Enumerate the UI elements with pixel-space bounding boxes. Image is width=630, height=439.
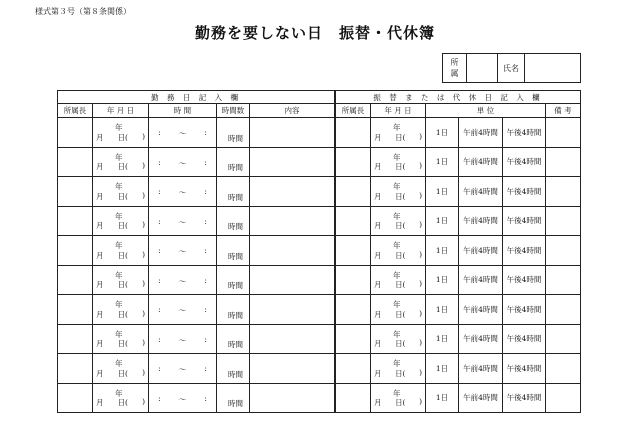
month-label: 月 <box>96 368 104 378</box>
table-row <box>58 147 335 177</box>
supervisor-stamp-cell[interactable] <box>336 324 371 354</box>
date-cell[interactable] <box>93 147 149 177</box>
tilde-label: 〜 <box>178 247 187 256</box>
day-label: 日( <box>117 368 128 378</box>
supervisor-stamp-cell[interactable] <box>336 383 371 413</box>
substitute-section-title: 振 替 ま た は 代 休 日 記 入 欄 <box>336 91 581 104</box>
day-label: 日( <box>395 280 406 289</box>
month-label: 月 <box>96 132 104 142</box>
paren-label: ) <box>142 279 145 288</box>
date-cell[interactable] <box>371 265 426 295</box>
hours-label: 時間 <box>228 222 243 231</box>
time-cell[interactable] <box>149 265 217 295</box>
unit-am-option[interactable]: 午前4時間 <box>459 295 503 325</box>
paren-label: ) <box>142 338 145 347</box>
year-label: 年 <box>393 359 401 368</box>
table-row <box>58 295 335 325</box>
hours-cell[interactable] <box>217 383 250 413</box>
day-label: 日( <box>395 221 406 230</box>
month-label: 月 <box>374 309 382 319</box>
content-cell[interactable] <box>250 177 335 207</box>
month-label: 月 <box>374 221 382 230</box>
day-label: 日( <box>117 162 128 171</box>
table-row <box>58 324 335 354</box>
month-label: 月 <box>96 191 104 201</box>
date-cell[interactable] <box>371 324 426 354</box>
supervisor-stamp-cell[interactable] <box>58 206 93 236</box>
month-label: 月 <box>96 280 104 289</box>
date-cell[interactable] <box>371 177 426 207</box>
supervisor-stamp-cell[interactable] <box>58 324 93 354</box>
remarks-cell[interactable] <box>546 383 581 413</box>
colon-label: : <box>204 246 207 255</box>
hours-label: 時間 <box>228 251 243 261</box>
table-row <box>58 177 335 207</box>
hours-label: 時間 <box>228 399 243 408</box>
supervisor-stamp-cell[interactable] <box>58 236 93 266</box>
colon-label: : <box>204 305 207 314</box>
month-label: 月 <box>374 191 382 201</box>
month-label: 月 <box>96 162 104 171</box>
paren-label: ) <box>419 308 422 318</box>
unit-am-option[interactable]: 午前4時間 <box>459 265 503 295</box>
hours-label: 時間 <box>228 310 243 320</box>
supervisor-stamp-cell[interactable] <box>336 265 371 295</box>
year-label: 年 <box>393 388 401 398</box>
supervisor-stamp-cell[interactable] <box>58 265 93 295</box>
table-row <box>336 147 581 177</box>
day-label: 日( <box>117 191 128 201</box>
date-cell[interactable] <box>93 177 149 207</box>
header-supervisor: 所属長 <box>58 104 93 118</box>
work-day-table <box>57 90 335 413</box>
unit-day-option[interactable]: 1日 <box>426 265 459 295</box>
unit-am-option[interactable]: 午前4時間 <box>459 147 503 177</box>
header-supervisor: 所属長 <box>336 104 371 118</box>
day-label: 日( <box>117 309 128 319</box>
supervisor-stamp-cell[interactable] <box>336 118 371 148</box>
form-number: 様式第３号（第８条関係） <box>35 7 131 16</box>
unit-am-option[interactable]: 午前4時間 <box>459 118 503 148</box>
colon-label: : <box>204 393 207 403</box>
year-label: 年 <box>115 123 123 132</box>
unit-day-option[interactable]: 1日 <box>426 118 459 148</box>
content-cell[interactable] <box>250 147 335 177</box>
paren-label: ) <box>142 161 145 170</box>
day-label: 日( <box>117 398 128 407</box>
unit-pm-option[interactable]: 午後4時間 <box>503 324 546 354</box>
day-label: 日( <box>117 339 128 348</box>
month-label: 月 <box>96 250 104 260</box>
remarks-cell[interactable] <box>546 295 581 325</box>
header-unit: 単 位 <box>426 104 546 118</box>
date-cell[interactable] <box>371 354 426 384</box>
month-label: 月 <box>374 368 382 378</box>
hours-cell[interactable] <box>217 147 250 177</box>
tilde-label: 〜 <box>178 306 187 315</box>
year-label: 年 <box>115 270 123 280</box>
hours-cell[interactable] <box>217 295 250 325</box>
date-cell[interactable] <box>93 324 149 354</box>
supervisor-stamp-cell[interactable] <box>58 383 93 413</box>
date-cell[interactable] <box>93 295 149 325</box>
colon-label: : <box>204 187 207 196</box>
month-label: 月 <box>96 309 104 319</box>
date-cell[interactable] <box>371 383 426 413</box>
unit-day-option[interactable]: 1日 <box>426 383 459 413</box>
year-label: 年 <box>393 241 401 250</box>
table-row <box>336 383 581 413</box>
affiliation-box <box>442 53 581 83</box>
supervisor-stamp-cell[interactable] <box>336 177 371 207</box>
time-cell[interactable] <box>149 147 217 177</box>
supervisor-stamp-cell[interactable] <box>58 118 93 148</box>
date-cell[interactable] <box>93 118 149 148</box>
table-row <box>58 206 335 236</box>
date-cell[interactable] <box>93 383 149 413</box>
tilde-label: 〜 <box>178 335 187 345</box>
month-label: 月 <box>374 132 382 142</box>
paren-label: ) <box>419 338 422 347</box>
unit-day-option[interactable]: 1日 <box>426 236 459 266</box>
remarks-cell[interactable] <box>546 118 581 148</box>
year-label: 年 <box>115 359 123 368</box>
supervisor-stamp-cell[interactable] <box>336 206 371 236</box>
tilde-label: 〜 <box>178 276 187 286</box>
unit-am-option[interactable]: 午前4時間 <box>459 383 503 413</box>
unit-am-option[interactable]: 午前4時間 <box>459 177 503 207</box>
supervisor-stamp-cell[interactable] <box>58 295 93 325</box>
date-cell[interactable] <box>93 236 149 266</box>
unit-day-option[interactable]: 1日 <box>426 295 459 325</box>
hours-label: 時間 <box>228 163 243 172</box>
unit-pm-option[interactable]: 午後4時間 <box>503 177 546 207</box>
colon-label: : <box>158 187 161 196</box>
unit-day-option[interactable]: 1日 <box>426 324 459 354</box>
unit-pm-option[interactable]: 午後4時間 <box>503 236 546 266</box>
supervisor-stamp-cell[interactable] <box>58 177 93 207</box>
day-label: 日( <box>117 250 128 260</box>
date-cell[interactable] <box>93 354 149 384</box>
table-row <box>336 236 581 266</box>
paren-label: ) <box>142 190 145 200</box>
date-cell[interactable] <box>93 265 149 295</box>
year-label: 年 <box>115 329 123 339</box>
header-remarks: 備 考 <box>546 104 581 118</box>
unit-day-option[interactable]: 1日 <box>426 177 459 207</box>
table-row <box>336 206 581 236</box>
colon-label: : <box>204 334 207 344</box>
day-label: 日( <box>395 250 406 260</box>
hours-label: 時間 <box>228 192 243 202</box>
unit-pm-option[interactable]: 午後4時間 <box>503 118 546 148</box>
unit-pm-option[interactable]: 午後4時間 <box>503 147 546 177</box>
year-label: 年 <box>393 123 401 132</box>
paren-label: ) <box>142 249 145 259</box>
paren-label: ) <box>142 220 145 229</box>
hours-cell[interactable] <box>217 118 250 148</box>
tilde-label: 〜 <box>178 129 187 138</box>
unit-pm-option[interactable]: 午後4時間 <box>503 354 546 384</box>
header-time: 時 間 <box>149 104 217 118</box>
month-label: 月 <box>96 221 104 230</box>
table-row <box>58 383 335 413</box>
colon-label: : <box>204 216 207 226</box>
table-row <box>336 354 581 384</box>
header-content: 内容 <box>250 104 335 118</box>
remarks-cell[interactable] <box>546 354 581 384</box>
unit-am-option[interactable]: 午前4時間 <box>459 206 503 236</box>
unit-pm-option[interactable]: 午後4時間 <box>503 265 546 295</box>
tilde-label: 〜 <box>178 188 187 197</box>
year-label: 年 <box>393 270 401 280</box>
unit-pm-option[interactable]: 午後4時間 <box>503 383 546 413</box>
tilde-label: 〜 <box>178 365 187 374</box>
supervisor-stamp-cell[interactable] <box>58 147 93 177</box>
year-label: 年 <box>115 211 123 221</box>
day-label: 日( <box>395 368 406 378</box>
content-cell[interactable] <box>250 324 335 354</box>
date-cell[interactable] <box>93 206 149 236</box>
year-label: 年 <box>393 182 401 191</box>
supervisor-stamp-cell[interactable] <box>336 295 371 325</box>
supervisor-stamp-cell[interactable] <box>336 354 371 384</box>
date-cell[interactable] <box>371 118 426 148</box>
table-row <box>58 236 335 266</box>
day-label: 日( <box>395 309 406 319</box>
month-label: 月 <box>96 339 104 348</box>
time-cell[interactable] <box>149 118 217 148</box>
month-label: 月 <box>374 250 382 260</box>
hours-cell[interactable] <box>217 206 250 236</box>
time-cell[interactable] <box>149 177 217 207</box>
hours-cell[interactable] <box>217 236 250 266</box>
paren-label: ) <box>419 367 422 377</box>
month-label: 月 <box>374 280 382 289</box>
remarks-cell[interactable] <box>546 147 581 177</box>
remarks-cell[interactable] <box>546 324 581 354</box>
content-cell[interactable] <box>250 383 335 413</box>
day-label: 日( <box>395 398 406 407</box>
colon-label: : <box>158 305 161 314</box>
month-label: 月 <box>374 398 382 407</box>
content-cell[interactable] <box>250 295 335 325</box>
paren-label: ) <box>419 279 422 288</box>
paren-label: ) <box>419 190 422 200</box>
hours-label: 時間 <box>228 281 243 290</box>
remarks-cell[interactable] <box>546 236 581 266</box>
unit-am-option[interactable]: 午前4時間 <box>459 354 503 384</box>
time-cell[interactable] <box>149 354 217 384</box>
paren-label: ) <box>419 131 422 141</box>
table-row <box>336 295 581 325</box>
work-day-section-title: 勤 務 日 記 入 欄 <box>58 91 335 104</box>
unit-day-option[interactable]: 1日 <box>426 206 459 236</box>
year-label: 年 <box>115 182 123 191</box>
header-date: 年 月 日 <box>93 104 149 118</box>
colon-label: : <box>204 157 207 167</box>
table-row <box>336 265 581 295</box>
colon-label: : <box>204 364 207 373</box>
time-cell[interactable] <box>149 324 217 354</box>
unit-pm-option[interactable]: 午後4時間 <box>503 206 546 236</box>
year-label: 年 <box>393 211 401 221</box>
table-row <box>58 265 335 295</box>
day-label: 日( <box>395 339 406 348</box>
content-cell[interactable] <box>250 354 335 384</box>
colon-label: : <box>158 275 161 285</box>
year-label: 年 <box>393 300 401 309</box>
tilde-label: 〜 <box>178 158 187 168</box>
paren-label: ) <box>142 367 145 377</box>
tilde-label: 〜 <box>178 217 187 227</box>
tilde-label: 〜 <box>178 394 187 404</box>
content-cell[interactable] <box>250 118 335 148</box>
paren-label: ) <box>419 161 422 170</box>
dept-field[interactable] <box>467 54 498 82</box>
supervisor-stamp-cell[interactable] <box>58 354 93 384</box>
colon-label: : <box>204 275 207 285</box>
unit-am-option[interactable]: 午前4時間 <box>459 236 503 266</box>
content-cell[interactable] <box>250 236 335 266</box>
table-row <box>336 118 581 148</box>
time-cell[interactable] <box>149 295 217 325</box>
day-label: 日( <box>395 191 406 201</box>
hours-cell[interactable] <box>217 354 250 384</box>
day-label: 日( <box>395 162 406 171</box>
day-label: 日( <box>117 221 128 230</box>
content-cell[interactable] <box>250 265 335 295</box>
hours-cell[interactable] <box>217 265 250 295</box>
colon-label: : <box>158 128 161 137</box>
unit-day-option[interactable]: 1日 <box>426 147 459 177</box>
paren-label: ) <box>142 131 145 141</box>
supervisor-stamp-cell[interactable] <box>336 236 371 266</box>
paren-label: ) <box>419 220 422 229</box>
colon-label: : <box>158 246 161 255</box>
remarks-cell[interactable] <box>546 177 581 207</box>
colon-label: : <box>158 393 161 403</box>
paren-label: ) <box>419 397 422 406</box>
table-row <box>58 354 335 384</box>
year-label: 年 <box>115 388 123 398</box>
unit-day-option[interactable]: 1日 <box>426 354 459 384</box>
year-label: 年 <box>115 241 123 250</box>
year-label: 年 <box>393 152 401 162</box>
month-label: 月 <box>96 398 104 407</box>
time-cell[interactable] <box>149 383 217 413</box>
table-row <box>336 177 581 207</box>
remarks-cell[interactable] <box>546 206 581 236</box>
paren-label: ) <box>142 397 145 406</box>
unit-pm-option[interactable]: 午後4時間 <box>503 295 546 325</box>
hours-label: 時間 <box>228 369 243 379</box>
colon-label: : <box>158 364 161 373</box>
day-label: 日( <box>117 132 128 142</box>
paren-label: ) <box>142 308 145 318</box>
content-cell[interactable] <box>250 206 335 236</box>
hours-label: 時間 <box>228 133 243 143</box>
time-cell[interactable] <box>149 206 217 236</box>
month-label: 月 <box>374 339 382 348</box>
colon-label: : <box>158 157 161 167</box>
hours-cell[interactable] <box>217 177 250 207</box>
date-cell[interactable] <box>371 147 426 177</box>
hours-cell[interactable] <box>217 324 250 354</box>
year-label: 年 <box>115 152 123 162</box>
header-date: 年 月 日 <box>371 104 426 118</box>
time-cell[interactable] <box>149 236 217 266</box>
page-title: 勤務を要しない日 振替・代休簿 <box>194 24 435 42</box>
month-label: 月 <box>374 162 382 171</box>
substitute-day-table <box>335 90 581 413</box>
header-hours: 時間数 <box>217 104 250 118</box>
name-label: 氏名 <box>498 54 525 82</box>
table-row <box>336 324 581 354</box>
remarks-cell[interactable] <box>546 265 581 295</box>
date-cell[interactable] <box>371 295 426 325</box>
date-cell[interactable] <box>371 206 426 236</box>
year-label: 年 <box>393 329 401 339</box>
day-label: 日( <box>395 132 406 142</box>
day-label: 日( <box>117 280 128 289</box>
hours-label: 時間 <box>228 340 243 349</box>
dept-label: 所属 <box>443 54 467 82</box>
year-label: 年 <box>115 300 123 309</box>
colon-label: : <box>204 128 207 137</box>
colon-label: : <box>158 216 161 226</box>
supervisor-stamp-cell[interactable] <box>336 147 371 177</box>
colon-label: : <box>158 334 161 344</box>
date-cell[interactable] <box>371 236 426 266</box>
name-field[interactable] <box>525 54 580 82</box>
unit-am-option[interactable]: 午前4時間 <box>459 324 503 354</box>
table-row <box>58 118 335 148</box>
paren-label: ) <box>419 249 422 259</box>
